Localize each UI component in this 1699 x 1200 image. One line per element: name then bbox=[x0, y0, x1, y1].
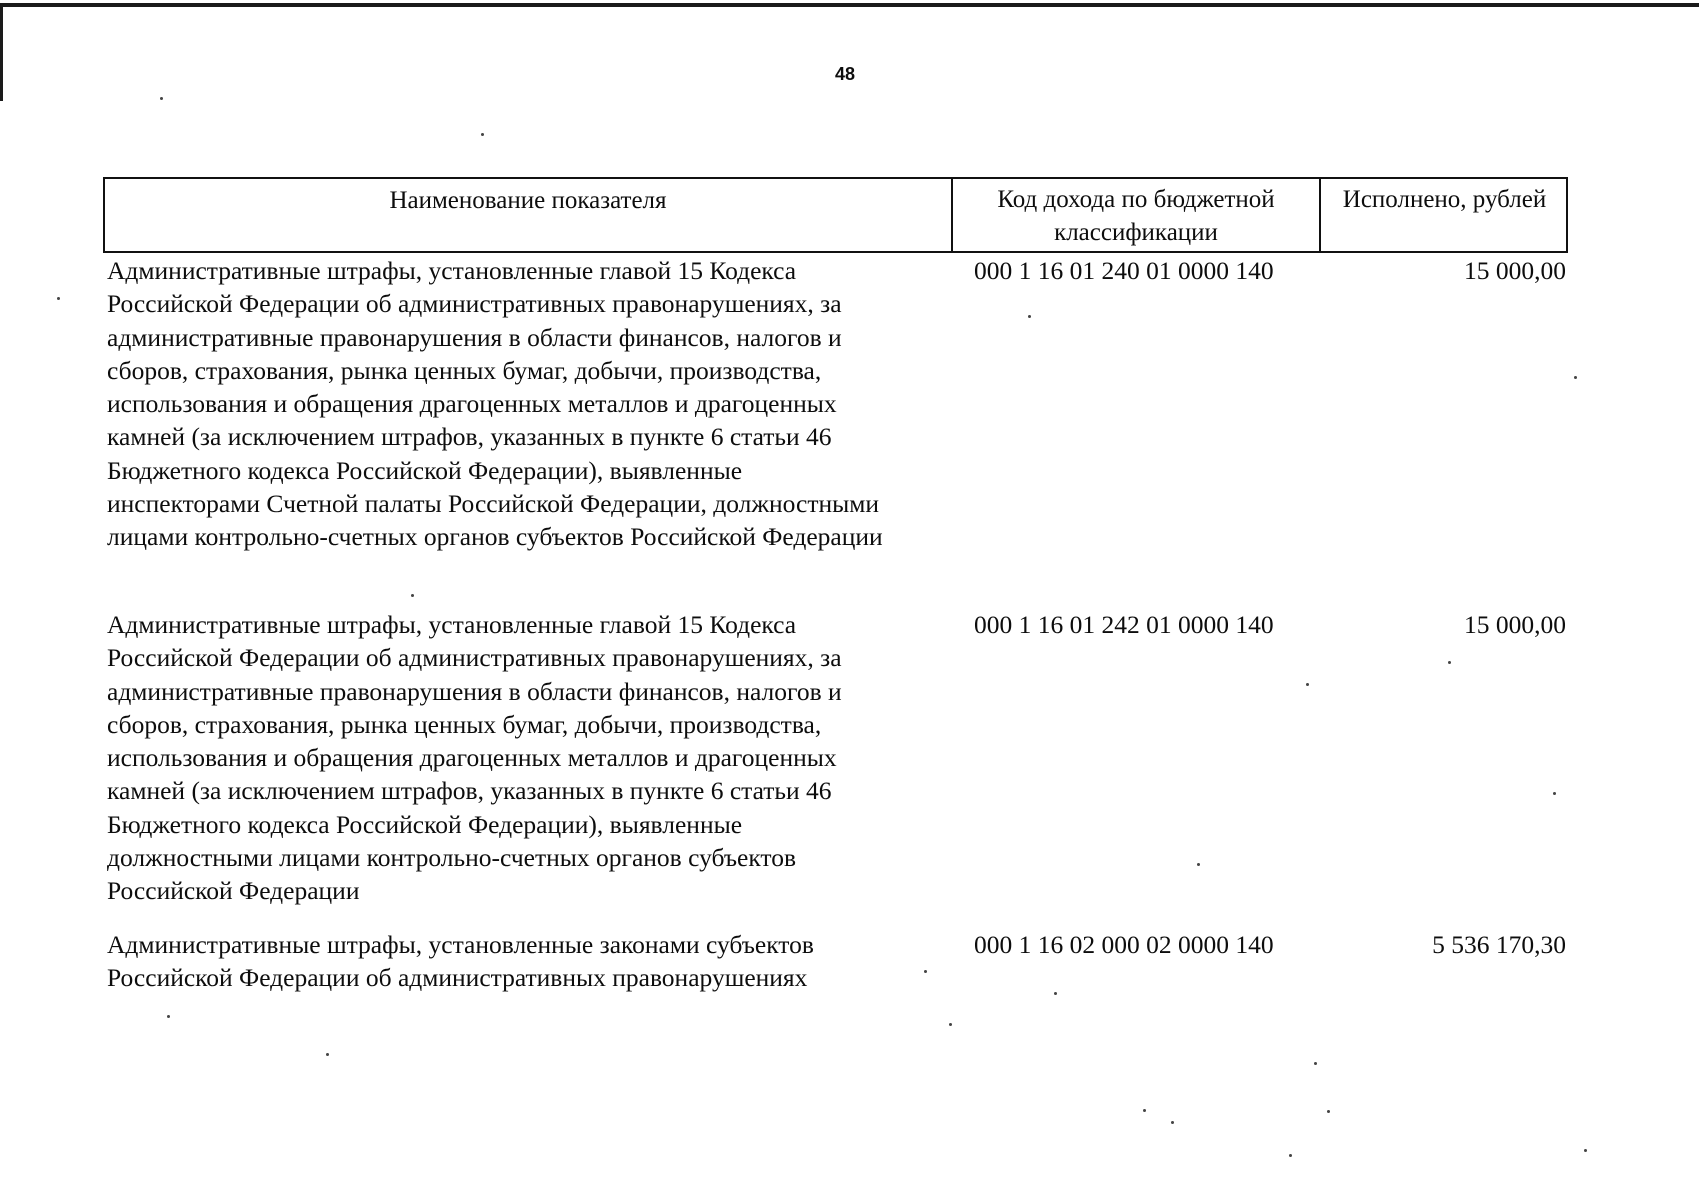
scan-border-top bbox=[0, 3, 1699, 7]
scan-speck bbox=[481, 133, 484, 136]
scan-speck bbox=[1314, 1062, 1317, 1065]
header-amount: Исполнено, рублей bbox=[1342, 186, 1547, 213]
scan-speck bbox=[1584, 1149, 1587, 1152]
scan-border-left bbox=[0, 3, 3, 101]
scan-speck bbox=[1553, 792, 1556, 795]
scan-speck bbox=[167, 1015, 170, 1018]
table-row-code: 000 1 16 01 240 01 0000 140 bbox=[974, 256, 1274, 285]
scan-speck bbox=[1448, 661, 1451, 664]
table-row-name: Административные штрафы, установленные законами субъектов Российской Федерации об административных правонарушениях bbox=[107, 930, 814, 993]
table-row-amount: 15 000,00 bbox=[1464, 256, 1566, 285]
scan-speck bbox=[1028, 315, 1031, 318]
table-row-code: 000 1 16 02 000 02 0000 140 bbox=[974, 930, 1274, 959]
scan-speck bbox=[411, 594, 414, 597]
scan-speck bbox=[1054, 992, 1057, 995]
scan-speck bbox=[1171, 1121, 1174, 1124]
scan-speck bbox=[1289, 1154, 1292, 1157]
scan-speck bbox=[1306, 683, 1309, 686]
scan-speck bbox=[160, 97, 163, 100]
scan-speck bbox=[924, 970, 927, 973]
table-row-name: Административные штрафы, установленные главой 15 Кодекса Российской Федерации об административных правонарушениях, за административные правонарушения в области финансов, налогов и сборов, страхования, рынка ценных бумаг, добычи, производства, использования и обращения драгоценных металлов и драгоценных камней (за исключением штрафов, указанных в пункте 6 статьи 46 Бюджетного кодекса Российской Федерации), выявленные инспекторами Счетной палаты Российской Федерации, должностными лицами контрольно-счетных органов субъектов Российской Федерации bbox=[107, 256, 883, 552]
scan-speck bbox=[326, 1053, 329, 1056]
header-name: Наименование показателя bbox=[389, 187, 667, 214]
scan-speck bbox=[949, 1023, 952, 1026]
header-code: Код дохода по бюджетной классификации bbox=[997, 186, 1275, 246]
table-row-amount: 5 536 170,30 bbox=[1432, 930, 1566, 959]
table-row-amount: 15 000,00 bbox=[1464, 610, 1566, 639]
table-row-name: Административные штрафы, установленные главой 15 Кодекса Российской Федерации об административных правонарушениях, за административные правонарушения в области финансов, налогов и сборов, страхования, рынка ценных бумаг, добычи, производства, использования и обращения драгоценных металлов и драгоценных камней (за исключением штрафов, указанных в пункте 6 статьи 46 Бюджетного кодекса Российской Федерации), выявленные должностными лицами контрольно-счетных органов субъектов Российской Федерации bbox=[107, 610, 842, 906]
table-header bbox=[103, 177, 1568, 253]
scan-speck bbox=[1574, 376, 1577, 379]
page-number: 48 bbox=[834, 64, 856, 84]
scan-speck bbox=[57, 297, 60, 300]
scan-speck bbox=[1143, 1109, 1146, 1112]
table-row-code: 000 1 16 01 242 01 0000 140 bbox=[974, 610, 1274, 639]
scan-speck bbox=[1327, 1110, 1330, 1113]
scan-speck bbox=[1197, 863, 1200, 866]
